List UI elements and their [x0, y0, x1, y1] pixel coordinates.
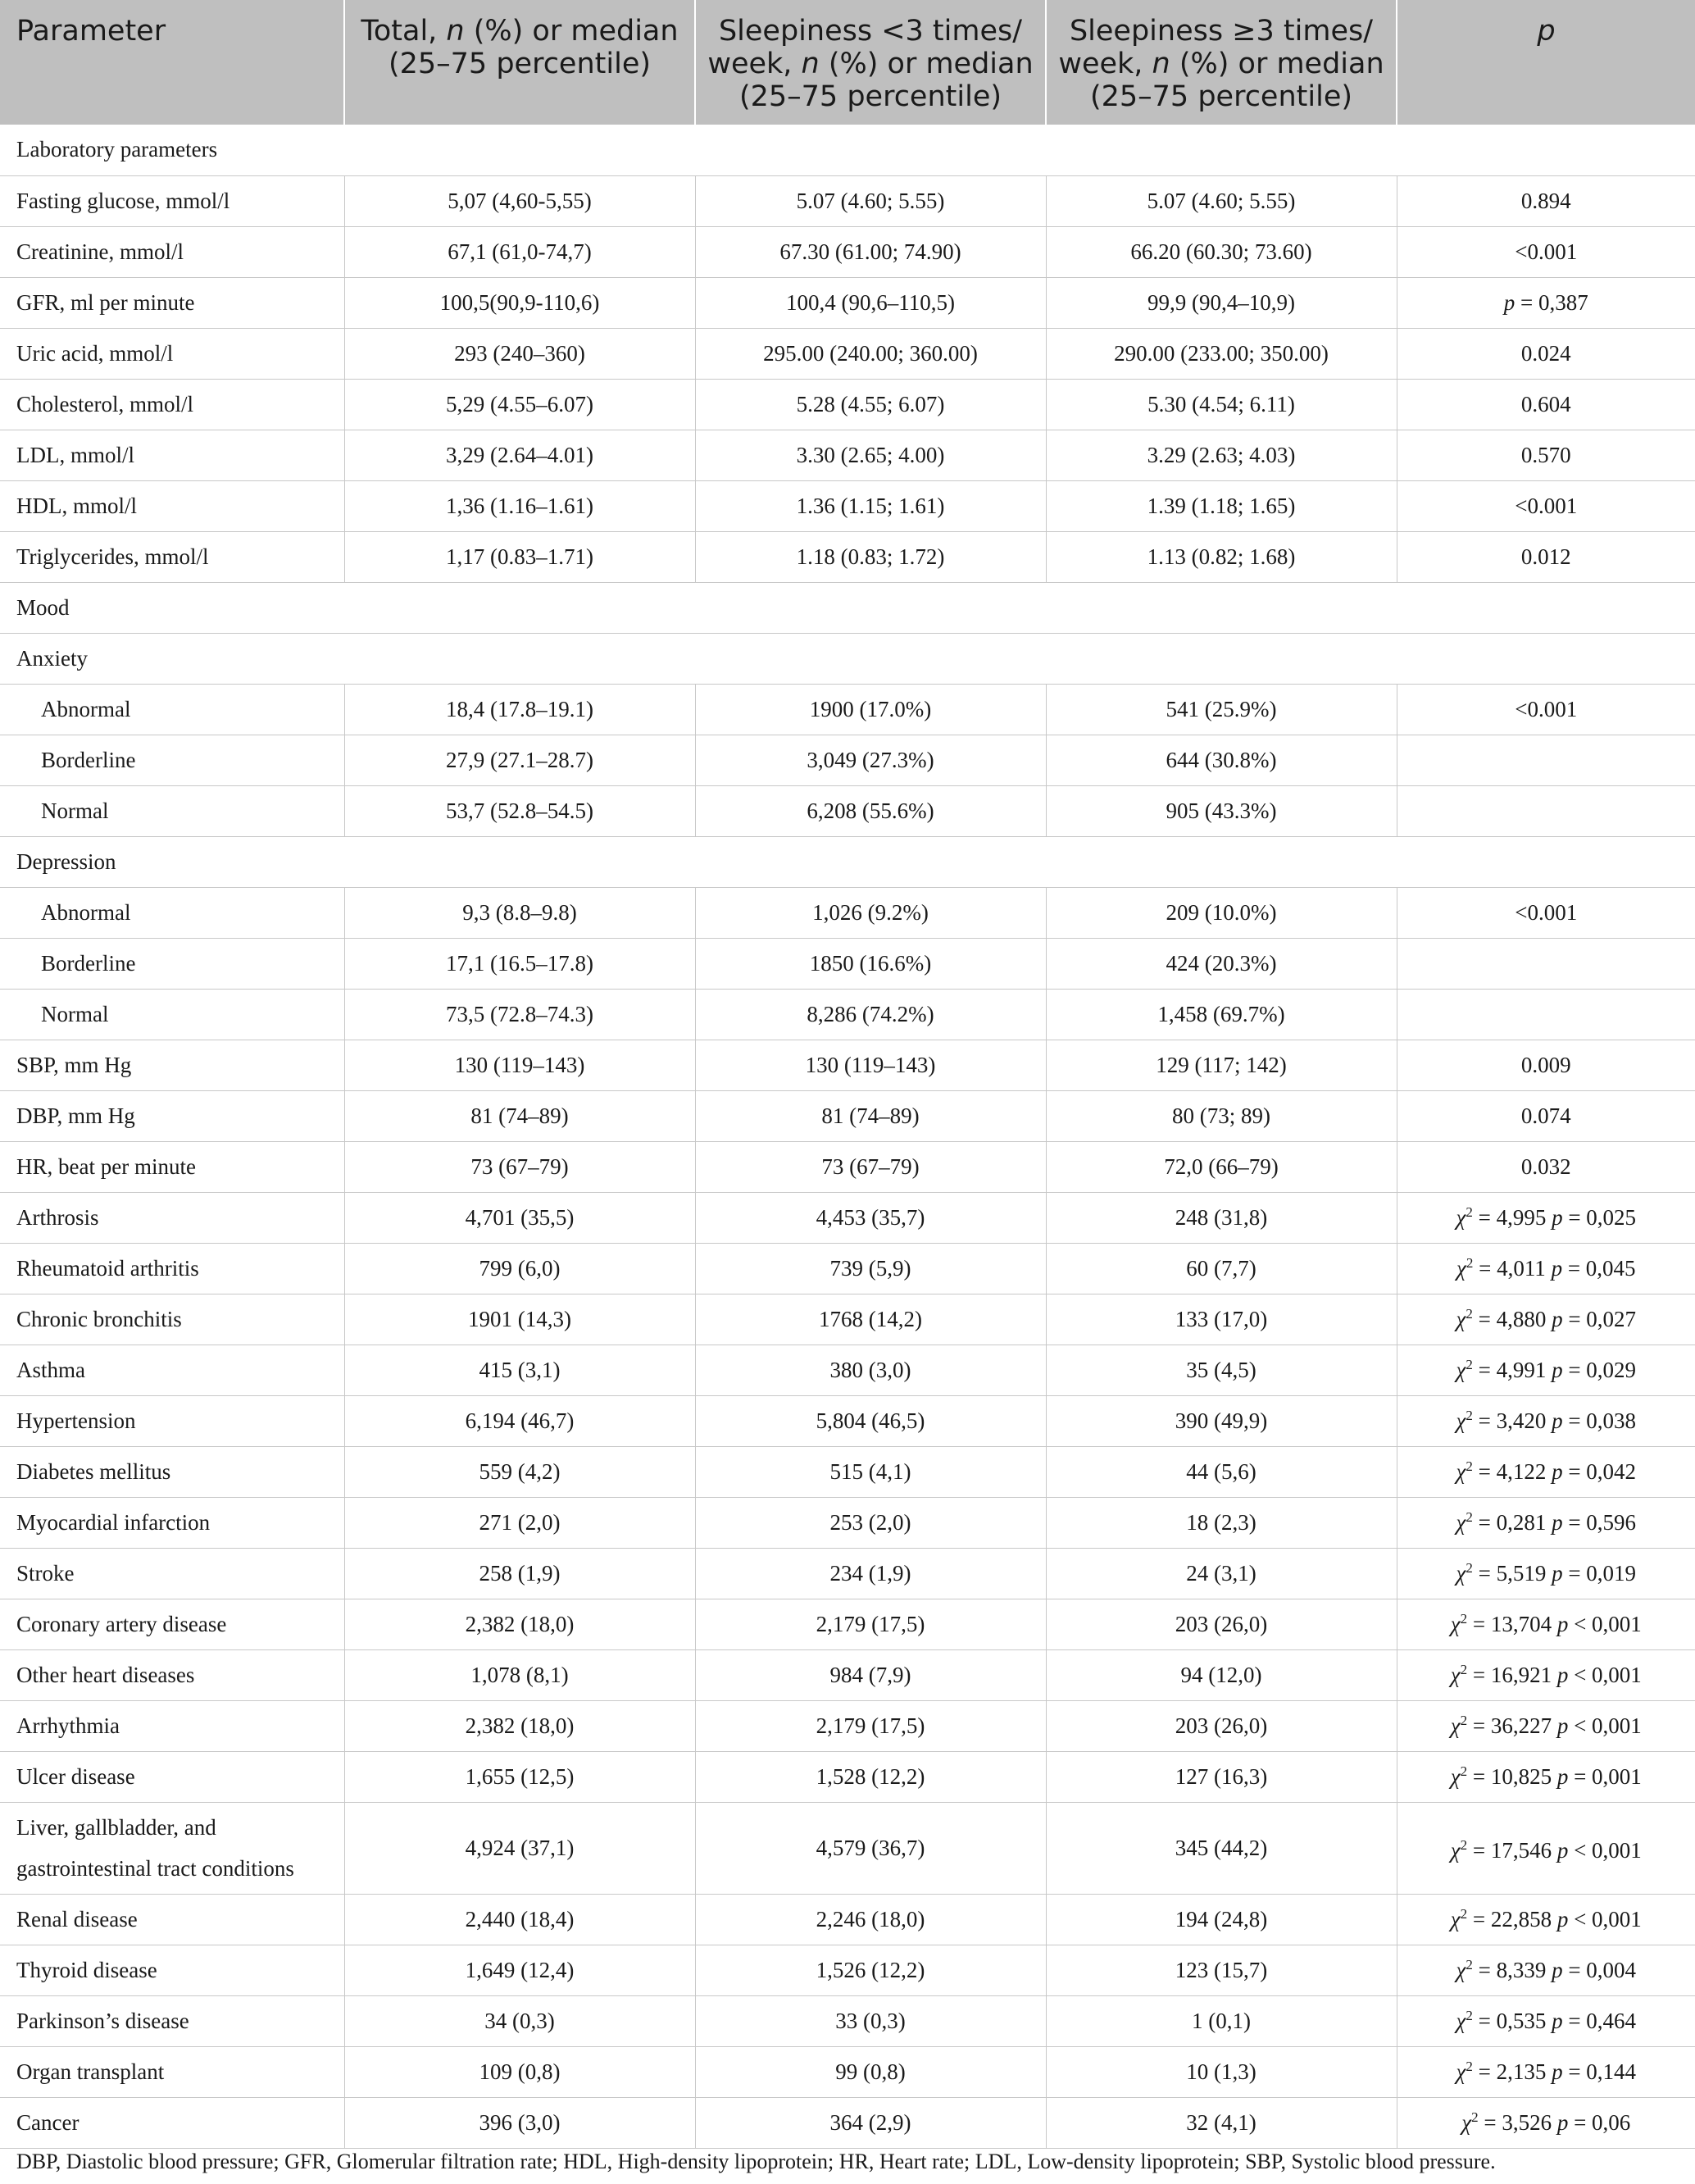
row-label: Arrhythmia — [0, 1700, 344, 1751]
cell-sleepiness-ge3: 66.20 (60.30; 73.60) — [1046, 226, 1397, 277]
cell-sleepiness-ge3: 24 (3,1) — [1046, 1548, 1397, 1599]
cell-p — [1397, 938, 1695, 989]
cell-p: $\chi^2 = 3,526$ p = 0,06 — [1397, 2097, 1695, 2148]
cell-p: 0.074 — [1397, 1090, 1695, 1141]
cell-sleepiness-lt3: 364 (2,9) — [695, 2097, 1046, 2148]
row-label: Stroke — [0, 1548, 344, 1599]
cell-p: $\chi^2 = 5,519$ p = 0,019 — [1397, 1548, 1695, 1599]
cell-p: 0.012 — [1397, 531, 1695, 582]
cell-sleepiness-lt3: 3.30 (2.65; 4.00) — [695, 430, 1046, 480]
cell-sleepiness-lt3: 1,526 (12,2) — [695, 1945, 1046, 1995]
cell-total: 1,655 (12,5) — [344, 1751, 695, 1802]
cell-p: $\chi^2 = 13,704$ p < 0,001 — [1397, 1599, 1695, 1649]
cell-sleepiness-lt3: 295.00 (240.00; 360.00) — [695, 328, 1046, 379]
table-row — [0, 1090, 1695, 1141]
cell-total: 4,924 (37,1) — [344, 1802, 695, 1894]
cell-sleepiness-lt3: 99 (0,8) — [695, 2046, 1046, 2097]
cell-p: 0.570 — [1397, 430, 1695, 480]
cell-sleepiness-ge3: 424 (20.3%) — [1046, 938, 1397, 989]
cell-total: 293 (240–360) — [344, 328, 695, 379]
cell-total: 109 (0,8) — [344, 2046, 695, 2097]
table-row — [0, 2097, 1695, 2148]
row-label: Organ transplant — [0, 2046, 344, 2097]
row-label: Fasting glucose, mmol/l — [0, 175, 344, 226]
cell-total: 415 (3,1) — [344, 1345, 695, 1395]
table-row — [0, 1294, 1695, 1345]
cell-sleepiness-ge3: 60 (7,7) — [1046, 1243, 1397, 1294]
header-sleepiness-ge3: Sleepiness ≥3 times/ week, n (%) or median (25–75 percentile) — [1046, 0, 1397, 125]
cell-total: 9,3 (8.8–9.8) — [344, 887, 695, 938]
row-label: Other heart diseases — [0, 1649, 344, 1700]
table-row — [0, 1548, 1695, 1599]
row-label: Asthma — [0, 1345, 344, 1395]
cell-sleepiness-ge3: 35 (4,5) — [1046, 1345, 1397, 1395]
table-row — [0, 1802, 1695, 1894]
row-label: Triglycerides, mmol/l — [0, 531, 344, 582]
table-row — [0, 684, 1695, 735]
cell-p: 0.604 — [1397, 379, 1695, 430]
cell-sleepiness-lt3: 1.36 (1.15; 1.61) — [695, 480, 1046, 531]
table-row — [0, 277, 1695, 328]
row-label: Uric acid, mmol/l — [0, 328, 344, 379]
row-label: SBP, mm Hg — [0, 1040, 344, 1090]
table-row — [0, 1395, 1695, 1446]
cell-sleepiness-ge3: 209 (10.0%) — [1046, 887, 1397, 938]
row-label: Abnormal — [0, 887, 344, 938]
cell-sleepiness-lt3: 33 (0,3) — [695, 1995, 1046, 2046]
row-label: Normal — [0, 989, 344, 1040]
row-label: Chronic bronchitis — [0, 1294, 344, 1345]
row-label: Creatinine, mmol/l — [0, 226, 344, 277]
cell-total: 2,382 (18,0) — [344, 1599, 695, 1649]
cell-p: p = 0,387 — [1397, 277, 1695, 328]
table-row — [0, 175, 1695, 226]
section-label: Depression — [0, 836, 1695, 887]
cell-sleepiness-ge3: 10 (1,3) — [1046, 2046, 1397, 2097]
row-label: HR, beat per minute — [0, 1141, 344, 1192]
cell-total: 559 (4,2) — [344, 1446, 695, 1497]
row-label: Myocardial infarction — [0, 1497, 344, 1548]
cell-p: $\chi^2 = 2,135$ p = 0,144 — [1397, 2046, 1695, 2097]
cell-sleepiness-ge3: 127 (16,3) — [1046, 1751, 1397, 1802]
table-row — [0, 430, 1695, 480]
table-row — [0, 887, 1695, 938]
cell-sleepiness-lt3: 4,453 (35,7) — [695, 1192, 1046, 1243]
table-row — [0, 2046, 1695, 2097]
cell-sleepiness-lt3: 984 (7,9) — [695, 1649, 1046, 1700]
table-row — [0, 1649, 1695, 1700]
table-row — [0, 1192, 1695, 1243]
section-row — [0, 633, 1695, 684]
table-row — [0, 735, 1695, 785]
row-label: Rheumatoid arthritis — [0, 1243, 344, 1294]
row-label: Liver, gallbladder, and gastrointestinal tract conditions — [0, 1802, 344, 1894]
cell-sleepiness-ge3: 345 (44,2) — [1046, 1802, 1397, 1894]
cell-sleepiness-lt3: 253 (2,0) — [695, 1497, 1046, 1548]
cell-p: $\chi^2 = 8,339$ p = 0,004 — [1397, 1945, 1695, 1995]
cell-sleepiness-lt3: 100,4 (90,6–110,5) — [695, 277, 1046, 328]
cell-sleepiness-ge3: 1.39 (1.18; 1.65) — [1046, 480, 1397, 531]
cell-sleepiness-lt3: 8,286 (74.2%) — [695, 989, 1046, 1040]
cell-sleepiness-lt3: 5,804 (46,5) — [695, 1395, 1046, 1446]
table-row — [0, 1497, 1695, 1548]
cell-p: $\chi^2 = 16,921$ p < 0,001 — [1397, 1649, 1695, 1700]
table-row — [0, 379, 1695, 430]
table-row — [0, 1700, 1695, 1751]
cell-sleepiness-ge3: 5.07 (4.60; 5.55) — [1046, 175, 1397, 226]
row-label: HDL, mmol/l — [0, 480, 344, 531]
row-label: Borderline — [0, 938, 344, 989]
cell-sleepiness-lt3: 6,208 (55.6%) — [695, 785, 1046, 836]
cell-total: 271 (2,0) — [344, 1497, 695, 1548]
cell-sleepiness-ge3: 129 (117; 142) — [1046, 1040, 1397, 1090]
cell-total: 3,29 (2.64–4.01) — [344, 430, 695, 480]
cell-p: $\chi^2 = 4,880$ p = 0,027 — [1397, 1294, 1695, 1345]
cell-sleepiness-lt3: 2,246 (18,0) — [695, 1894, 1046, 1945]
cell-p: $\chi^2 = 4,995$ p = 0,025 — [1397, 1192, 1695, 1243]
cell-sleepiness-ge3: 72,0 (66–79) — [1046, 1141, 1397, 1192]
cell-sleepiness-lt3: 234 (1,9) — [695, 1548, 1046, 1599]
cell-p — [1397, 735, 1695, 785]
cell-total: 17,1 (16.5–17.8) — [344, 938, 695, 989]
cell-p: <0.001 — [1397, 684, 1695, 735]
section-row — [0, 836, 1695, 887]
table-row — [0, 1599, 1695, 1649]
table-row — [0, 1894, 1695, 1945]
cell-sleepiness-lt3: 1900 (17.0%) — [695, 684, 1046, 735]
cell-p: $\chi^2 = 0,535$ p = 0,464 — [1397, 1995, 1695, 2046]
cell-sleepiness-ge3: 644 (30.8%) — [1046, 735, 1397, 785]
cell-sleepiness-ge3: 18 (2,3) — [1046, 1497, 1397, 1548]
header-sleepiness-lt3: Sleepiness <3 times/ week, n (%) or median (25–75 percentile) — [695, 0, 1046, 125]
table-row — [0, 328, 1695, 379]
cell-sleepiness-ge3: 290.00 (233.00; 350.00) — [1046, 328, 1397, 379]
cell-sleepiness-ge3: 94 (12,0) — [1046, 1649, 1397, 1700]
cell-total: 130 (119–143) — [344, 1040, 695, 1090]
table-body — [0, 125, 1695, 2148]
cell-total: 799 (6,0) — [344, 1243, 695, 1294]
cell-total: 4,701 (35,5) — [344, 1192, 695, 1243]
cell-sleepiness-ge3: 3.29 (2.63; 4.03) — [1046, 430, 1397, 480]
cell-sleepiness-ge3: 194 (24,8) — [1046, 1894, 1397, 1945]
section-label: Laboratory parameters — [0, 125, 1695, 175]
cell-total: 396 (3,0) — [344, 2097, 695, 2148]
cell-sleepiness-ge3: 541 (25.9%) — [1046, 684, 1397, 735]
cell-total: 1,649 (12,4) — [344, 1945, 695, 1995]
cell-total: 258 (1,9) — [344, 1548, 695, 1599]
table-row — [0, 531, 1695, 582]
table-row — [0, 989, 1695, 1040]
row-label: Cancer — [0, 2097, 344, 2148]
cell-sleepiness-ge3: 80 (73; 89) — [1046, 1090, 1397, 1141]
section-row — [0, 582, 1695, 633]
row-label: Parkinson’s disease — [0, 1995, 344, 2046]
cell-sleepiness-lt3: 1,528 (12,2) — [695, 1751, 1046, 1802]
cell-sleepiness-ge3: 44 (5,6) — [1046, 1446, 1397, 1497]
cell-sleepiness-lt3: 3,049 (27.3%) — [695, 735, 1046, 785]
table-row — [0, 785, 1695, 836]
row-label: Diabetes mellitus — [0, 1446, 344, 1497]
cell-total: 81 (74–89) — [344, 1090, 695, 1141]
cell-p: $\chi^2 = 36,227$ p < 0,001 — [1397, 1700, 1695, 1751]
cell-p: 0.009 — [1397, 1040, 1695, 1090]
cell-sleepiness-lt3: 73 (67–79) — [695, 1141, 1046, 1192]
row-label: GFR, ml per minute — [0, 277, 344, 328]
cell-total: 5,07 (4,60-5,55) — [344, 175, 695, 226]
cell-p: $\chi^2 = 22,858$ p < 0,001 — [1397, 1894, 1695, 1945]
cell-p — [1397, 989, 1695, 1040]
cell-sleepiness-ge3: 203 (26,0) — [1046, 1599, 1397, 1649]
header-parameter: Parameter — [0, 0, 344, 125]
cell-sleepiness-lt3: 130 (119–143) — [695, 1040, 1046, 1090]
cell-total: 2,382 (18,0) — [344, 1700, 695, 1751]
cell-sleepiness-ge3: 99,9 (90,4–10,9) — [1046, 277, 1397, 328]
section-label: Mood — [0, 582, 1695, 633]
table-header — [0, 0, 1695, 125]
cell-p: $\chi^2 = 17,546$ p < 0,001 — [1397, 1802, 1695, 1894]
table-row — [0, 1040, 1695, 1090]
cell-sleepiness-lt3: 81 (74–89) — [695, 1090, 1046, 1141]
cell-total: 1,36 (1.16–1.61) — [344, 480, 695, 531]
cell-total: 100,5(90,9-110,6) — [344, 277, 695, 328]
cell-p: <0.001 — [1397, 480, 1695, 531]
cell-p: 0.024 — [1397, 328, 1695, 379]
cell-sleepiness-lt3: 2,179 (17,5) — [695, 1599, 1046, 1649]
table-row — [0, 226, 1695, 277]
row-label: Arthrosis — [0, 1192, 344, 1243]
cell-total: 2,440 (18,4) — [344, 1894, 695, 1945]
cell-sleepiness-lt3: 2,179 (17,5) — [695, 1700, 1046, 1751]
section-label: Anxiety — [0, 633, 1695, 684]
table-row — [0, 1141, 1695, 1192]
cell-sleepiness-lt3: 5.07 (4.60; 5.55) — [695, 175, 1046, 226]
header-p: p — [1397, 0, 1695, 125]
cell-total: 18,4 (17.8–19.1) — [344, 684, 695, 735]
cell-sleepiness-ge3: 32 (4,1) — [1046, 2097, 1397, 2148]
cell-total: 34 (0,3) — [344, 1995, 695, 2046]
table-row — [0, 1995, 1695, 2046]
table-row — [0, 938, 1695, 989]
cell-sleepiness-ge3: 203 (26,0) — [1046, 1700, 1397, 1751]
cell-sleepiness-lt3: 67.30 (61.00; 74.90) — [695, 226, 1046, 277]
row-label: LDL, mmol/l — [0, 430, 344, 480]
cell-sleepiness-ge3: 1.13 (0.82; 1.68) — [1046, 531, 1397, 582]
cell-sleepiness-ge3: 390 (49,9) — [1046, 1395, 1397, 1446]
table-footnote: DBP, Diastolic blood pressure; GFR, Glomerular filtration rate; HDL, High-density lipoprotein; HR, Heart rate; LDL, Low-density lipoprotein; SBP, Systolic blood pressure. — [16, 2150, 1496, 2173]
table-row — [0, 480, 1695, 531]
cell-sleepiness-ge3: 1,458 (69.7%) — [1046, 989, 1397, 1040]
cell-total: 1,17 (0.83–1.71) — [344, 531, 695, 582]
cell-p: <0.001 — [1397, 887, 1695, 938]
cell-p — [1397, 785, 1695, 836]
cell-p: 0.032 — [1397, 1141, 1695, 1192]
cell-sleepiness-ge3: 133 (17,0) — [1046, 1294, 1397, 1345]
cell-total: 1901 (14,3) — [344, 1294, 695, 1345]
cell-sleepiness-lt3: 380 (3,0) — [695, 1345, 1046, 1395]
row-label: Ulcer disease — [0, 1751, 344, 1802]
cell-sleepiness-lt3: 1768 (14,2) — [695, 1294, 1046, 1345]
row-label: Cholesterol, mmol/l — [0, 379, 344, 430]
cell-p: $\chi^2 = 10,825$ p = 0,001 — [1397, 1751, 1695, 1802]
table-row — [0, 1751, 1695, 1802]
cell-total: 53,7 (52.8–54.5) — [344, 785, 695, 836]
cell-p: <0.001 — [1397, 226, 1695, 277]
cell-sleepiness-ge3: 248 (31,8) — [1046, 1192, 1397, 1243]
cell-sleepiness-lt3: 739 (5,9) — [695, 1243, 1046, 1294]
cell-sleepiness-lt3: 5.28 (4.55; 6.07) — [695, 379, 1046, 430]
cell-total: 5,29 (4.55–6.07) — [344, 379, 695, 430]
row-label: DBP, mm Hg — [0, 1090, 344, 1141]
row-label: Renal disease — [0, 1894, 344, 1945]
table-row — [0, 1446, 1695, 1497]
cell-p: $\chi^2 = 4,991$ p = 0,029 — [1397, 1345, 1695, 1395]
header-total: Total, n (%) or median (25–75 percentile) — [344, 0, 695, 125]
cell-p: $\chi^2 = 0,281$ p = 0,596 — [1397, 1497, 1695, 1548]
row-label: Abnormal — [0, 684, 344, 735]
cell-sleepiness-lt3: 1.18 (0.83; 1.72) — [695, 531, 1046, 582]
cell-total: 73 (67–79) — [344, 1141, 695, 1192]
cell-sleepiness-ge3: 5.30 (4.54; 6.11) — [1046, 379, 1397, 430]
row-label: Normal — [0, 785, 344, 836]
cell-sleepiness-lt3: 4,579 (36,7) — [695, 1802, 1046, 1894]
cell-total: 73,5 (72.8–74.3) — [344, 989, 695, 1040]
table-row — [0, 1345, 1695, 1395]
cell-sleepiness-lt3: 1,026 (9.2%) — [695, 887, 1046, 938]
row-label: Thyroid disease — [0, 1945, 344, 1995]
row-label: Borderline — [0, 735, 344, 785]
cell-p: $\chi^2 = 3,420$ p = 0,038 — [1397, 1395, 1695, 1446]
row-label: Hypertension — [0, 1395, 344, 1446]
cell-sleepiness-ge3: 905 (43.3%) — [1046, 785, 1397, 836]
table-row — [0, 1945, 1695, 1995]
table-row — [0, 1243, 1695, 1294]
cell-sleepiness-lt3: 515 (4,1) — [695, 1446, 1046, 1497]
cell-sleepiness-ge3: 123 (15,7) — [1046, 1945, 1397, 1995]
cell-p: 0.894 — [1397, 175, 1695, 226]
row-label: Coronary artery disease — [0, 1599, 344, 1649]
cell-total: 67,1 (61,0-74,7) — [344, 226, 695, 277]
section-row — [0, 125, 1695, 175]
cell-total: 6,194 (46,7) — [344, 1395, 695, 1446]
cell-sleepiness-ge3: 1 (0,1) — [1046, 1995, 1397, 2046]
cell-p: $\chi^2 = 4,122$ p = 0,042 — [1397, 1446, 1695, 1497]
cell-total: 1,078 (8,1) — [344, 1649, 695, 1700]
cell-p: $\chi^2 = 4,011$ p = 0,045 — [1397, 1243, 1695, 1294]
cell-sleepiness-lt3: 1850 (16.6%) — [695, 938, 1046, 989]
cell-total: 27,9 (27.1–28.7) — [344, 735, 695, 785]
